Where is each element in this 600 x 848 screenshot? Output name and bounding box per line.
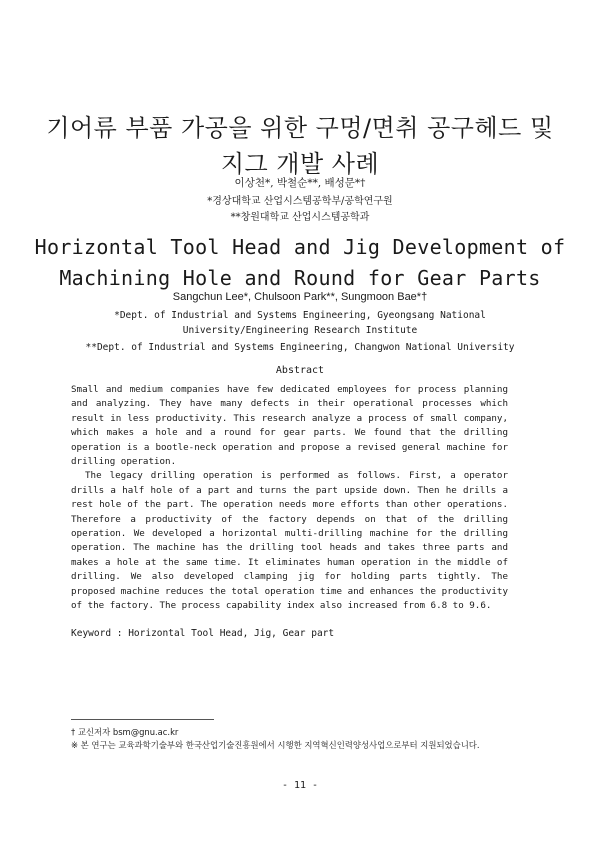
footnote-funding: ※ 본 연구는 교육과학기술부와 한국산업기술진흥원에서 시행한 지역혁신인력양성사업으로부터 지원되었습니다. <box>71 740 480 750</box>
footnote-divider <box>71 719 214 720</box>
english-affiliation-2: **Dept. of Industrial and Systems Engineering, Changwon National University <box>85 342 515 353</box>
english-title: Horizontal Tool Head and Jig Development of Machining Hole and Round for Gear Parts <box>34 235 566 290</box>
english-affiliation-1: *Dept. of Industrial and Systems Engineering, Gyeongsang National University/Engineering Research Institute <box>114 310 486 336</box>
english-authors: Sangchun Lee*, Chulsoon Park**, Sungmoon Bae*† <box>172 291 428 303</box>
footnote-corresponding-author: † 교신저자 bsm@gnu.ac.kr <box>71 727 179 737</box>
korean-affiliation-1: *경상대학교 산업시스템공학부/공학연구원 <box>207 196 393 207</box>
korean-authors: 이상천*, 박철순**, 배성문*† <box>234 177 366 189</box>
abstract-paragraph-1: Small and medium companies have few dedicated employees for process planning and analyzing. They have many defects in their operational processes which result in less productivity. This research analyze a process of small company, which makes a hole and a round for gear parts. We found that the drilling operation is a bootle-neck operation and propose a revised general machine for drilling operation. <box>71 384 508 468</box>
page-number: - 11 - <box>281 780 319 791</box>
abstract-heading: Abstract <box>275 365 325 376</box>
korean-title: 기어류 부품 가공을 위한 구멍/면취 공구헤드 및 지그 개발 사례 <box>46 114 554 178</box>
keyword-line: Keyword : Horizontal Tool Head, Jig, Gear part <box>71 628 335 639</box>
abstract-paragraph-2: The legacy drilling operation is performed as follows. First, a operator drills a half hole of a part and turns the part upside down. Then he drills a rest hole of the part. The operation needs more efforts than other operations. Therefore a productivity of the factory depends on that of the drilling operation. We developed a horizontal multi-drilling machine for the drilling operation. The machine has the drilling tool heads and takes three parts and makes a hole at the same time. It eliminates human operation in the middle of drilling. We also developed clamping jig for holding parts tightly. The proposed machine reduces the total operation time and enhances the productivity of the factory. The process capability index also increased from 6.8 to 9.6. <box>71 470 508 612</box>
korean-affiliation-2: **창원대학교 산업시스템공학과 <box>230 212 370 223</box>
abstract-body <box>71 383 508 614</box>
